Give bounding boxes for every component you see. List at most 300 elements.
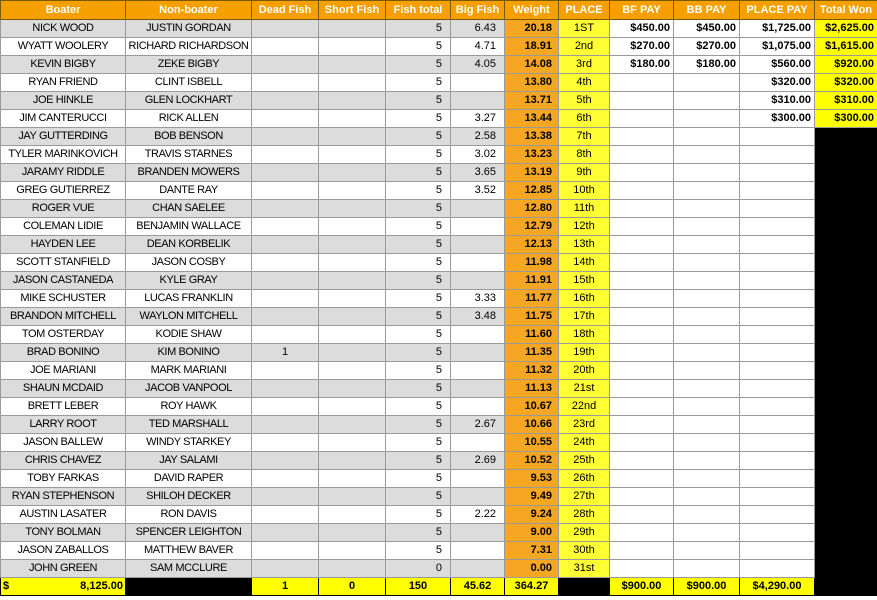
nonboater-cell: ROY HAWK xyxy=(126,398,252,416)
weight-cell: 14.08 xyxy=(505,56,559,74)
total-fish: 150 xyxy=(386,578,451,596)
fish-total-cell: 5 xyxy=(386,452,451,470)
big-fish-cell xyxy=(451,200,505,218)
place-cell: 6th xyxy=(559,110,610,128)
bf-pay-cell xyxy=(610,488,674,506)
short-fish-cell xyxy=(319,200,386,218)
total-won-cell xyxy=(815,452,877,470)
bf-pay-cell xyxy=(610,182,674,200)
bb-pay-cell: $270.00 xyxy=(674,38,740,56)
boater-cell: TOM OSTERDAY xyxy=(1,326,126,344)
boater-cell: GREG GUTIERREZ xyxy=(1,182,126,200)
place-cell: 5th xyxy=(559,92,610,110)
total-won-cell: $310.00 xyxy=(815,92,877,110)
dead-fish-cell xyxy=(252,506,319,524)
weight-cell: 10.52 xyxy=(505,452,559,470)
total-won-cell xyxy=(815,398,877,416)
total-place-pay: $4,290.00 xyxy=(740,578,815,596)
dead-fish-cell xyxy=(252,164,319,182)
bb-pay-cell xyxy=(674,218,740,236)
fish-total-cell: 5 xyxy=(386,362,451,380)
big-fish-cell xyxy=(451,434,505,452)
total-won-cell xyxy=(815,146,877,164)
total-short-fish: 0 xyxy=(319,578,386,596)
bf-pay-cell xyxy=(610,254,674,272)
nonboater-cell: BENJAMIN WALLACE xyxy=(126,218,252,236)
nonboater-cell: RICK ALLEN xyxy=(126,110,252,128)
place-cell: 26th xyxy=(559,470,610,488)
big-fish-cell xyxy=(451,524,505,542)
dead-fish-cell xyxy=(252,290,319,308)
short-fish-cell xyxy=(319,38,386,56)
bb-pay-cell: $450.00 xyxy=(674,20,740,38)
header-short-fish: Short Fish xyxy=(319,1,386,20)
fish-total-cell: 5 xyxy=(386,488,451,506)
place-cell: 12th xyxy=(559,218,610,236)
fish-total-cell: 5 xyxy=(386,164,451,182)
fish-total-cell: 5 xyxy=(386,290,451,308)
boater-cell: SHAUN MCDAID xyxy=(1,380,126,398)
bf-pay-cell xyxy=(610,470,674,488)
total-won-cell: $920.00 xyxy=(815,56,877,74)
table-row xyxy=(1,362,877,380)
nonboater-cell: WAYLON MITCHELL xyxy=(126,308,252,326)
table-row xyxy=(1,20,877,38)
weight-cell: 10.66 xyxy=(505,416,559,434)
weight-cell: 0.00 xyxy=(505,560,559,578)
short-fish-cell xyxy=(319,308,386,326)
table-row xyxy=(1,398,877,416)
big-fish-cell xyxy=(451,326,505,344)
weight-cell: 10.55 xyxy=(505,434,559,452)
nonboater-cell: CHAN SAELEE xyxy=(126,200,252,218)
bf-pay-cell xyxy=(610,200,674,218)
bb-pay-cell xyxy=(674,524,740,542)
short-fish-cell xyxy=(319,434,386,452)
bb-pay-cell xyxy=(674,74,740,92)
dead-fish-cell xyxy=(252,146,319,164)
fish-total-cell: 0 xyxy=(386,560,451,578)
big-fish-cell xyxy=(451,236,505,254)
boater-cell: JARAMY RIDDLE xyxy=(1,164,126,182)
weight-cell: 7.31 xyxy=(505,542,559,560)
dead-fish-cell xyxy=(252,74,319,92)
dead-fish-cell xyxy=(252,398,319,416)
place-pay-cell: $1,075.00 xyxy=(740,38,815,56)
bb-pay-cell xyxy=(674,290,740,308)
big-fish-cell: 4.05 xyxy=(451,56,505,74)
fish-total-cell: 5 xyxy=(386,470,451,488)
bb-pay-cell xyxy=(674,506,740,524)
bb-pay-cell xyxy=(674,164,740,182)
fish-total-cell: 5 xyxy=(386,20,451,38)
total-won-cell xyxy=(815,524,877,542)
boater-cell: AUSTIN LASATER xyxy=(1,506,126,524)
boater-cell: ROGER VUE xyxy=(1,200,126,218)
dead-fish-cell xyxy=(252,524,319,542)
place-cell: 20th xyxy=(559,362,610,380)
nonboater-cell: TRAVIS STARNES xyxy=(126,146,252,164)
bf-pay-cell xyxy=(610,542,674,560)
bb-pay-cell xyxy=(674,308,740,326)
bf-pay-cell xyxy=(610,218,674,236)
short-fish-cell xyxy=(319,218,386,236)
fish-total-cell: 5 xyxy=(386,524,451,542)
place-cell: 30th xyxy=(559,542,610,560)
place-pay-cell xyxy=(740,434,815,452)
short-fish-cell xyxy=(319,74,386,92)
nonboater-cell: GLEN LOCKHART xyxy=(126,92,252,110)
nonboater-cell: JUSTIN GORDAN xyxy=(126,20,252,38)
total-weight: 364.27 xyxy=(505,578,559,596)
bb-pay-cell xyxy=(674,110,740,128)
boater-cell: LARRY ROOT xyxy=(1,416,126,434)
nonboater-cell: DANTE RAY xyxy=(126,182,252,200)
nonboater-cell: RON DAVIS xyxy=(126,506,252,524)
table-row xyxy=(1,488,877,506)
nonboater-cell: BRANDEN MOWERS xyxy=(126,164,252,182)
bb-pay-cell xyxy=(674,362,740,380)
place-pay-cell: $1,725.00 xyxy=(740,20,815,38)
bf-pay-cell xyxy=(610,398,674,416)
table-row xyxy=(1,542,877,560)
weight-cell: 9.24 xyxy=(505,506,559,524)
short-fish-cell xyxy=(319,452,386,470)
total-won-cell xyxy=(815,488,877,506)
table-row xyxy=(1,254,877,272)
big-fish-cell: 6.43 xyxy=(451,20,505,38)
total-won-cell xyxy=(815,470,877,488)
fish-total-cell: 5 xyxy=(386,182,451,200)
big-fish-cell: 2.67 xyxy=(451,416,505,434)
weight-cell: 13.44 xyxy=(505,110,559,128)
weight-cell: 11.77 xyxy=(505,290,559,308)
place-pay-cell xyxy=(740,380,815,398)
short-fish-cell xyxy=(319,524,386,542)
big-fish-cell: 4.71 xyxy=(451,38,505,56)
total-won-cell xyxy=(815,218,877,236)
short-fish-cell xyxy=(319,542,386,560)
dead-fish-cell xyxy=(252,326,319,344)
table-row xyxy=(1,236,877,254)
dead-fish-cell xyxy=(252,200,319,218)
weight-cell: 10.67 xyxy=(505,398,559,416)
bb-pay-cell: $180.00 xyxy=(674,56,740,74)
short-fish-cell xyxy=(319,326,386,344)
header-big-fish: Big Fish xyxy=(451,1,505,20)
header-bb-pay: BB PAY xyxy=(674,1,740,20)
table-row xyxy=(1,506,877,524)
place-pay-cell xyxy=(740,218,815,236)
dead-fish-cell xyxy=(252,128,319,146)
bb-pay-cell xyxy=(674,470,740,488)
total-won-cell xyxy=(815,380,877,398)
dead-fish-cell xyxy=(252,56,319,74)
header-dead-fish: Dead Fish xyxy=(252,1,319,20)
dead-fish-cell xyxy=(252,470,319,488)
boater-cell: JOE HINKLE xyxy=(1,92,126,110)
bf-pay-cell: $450.00 xyxy=(610,20,674,38)
weight-cell: 20.18 xyxy=(505,20,559,38)
currency-symbol: $ xyxy=(3,580,10,592)
big-fish-cell: 2.69 xyxy=(451,452,505,470)
nonboater-cell: MATTHEW BAVER xyxy=(126,542,252,560)
table-row xyxy=(1,560,877,578)
dead-fish-cell xyxy=(252,236,319,254)
place-cell: 4th xyxy=(559,74,610,92)
bb-pay-cell xyxy=(674,182,740,200)
boater-cell: COLEMAN LIDIE xyxy=(1,218,126,236)
totals-blank xyxy=(126,578,252,596)
weight-cell: 13.80 xyxy=(505,74,559,92)
bb-pay-cell xyxy=(674,380,740,398)
place-pay-cell xyxy=(740,164,815,182)
total-won-cell xyxy=(815,506,877,524)
table-row xyxy=(1,74,877,92)
place-pay-cell xyxy=(740,254,815,272)
bb-pay-cell xyxy=(674,434,740,452)
weight-cell: 11.91 xyxy=(505,272,559,290)
place-cell: 2nd xyxy=(559,38,610,56)
place-cell: 9th xyxy=(559,164,610,182)
total-won-cell xyxy=(815,182,877,200)
boater-cell: JASON ZABALLOS xyxy=(1,542,126,560)
fish-total-cell: 5 xyxy=(386,218,451,236)
bb-pay-cell xyxy=(674,236,740,254)
fish-total-cell: 5 xyxy=(386,128,451,146)
place-cell: 22nd xyxy=(559,398,610,416)
nonboater-cell: RICHARD RICHARDSON xyxy=(126,38,252,56)
place-pay-cell xyxy=(740,488,815,506)
short-fish-cell xyxy=(319,344,386,362)
total-bf-pay: $900.00 xyxy=(610,578,674,596)
short-fish-cell xyxy=(319,182,386,200)
boater-cell: JAY GUTTERDING xyxy=(1,128,126,146)
nonboater-cell: JAY SALAMI xyxy=(126,452,252,470)
bf-pay-cell xyxy=(610,164,674,182)
bb-pay-cell xyxy=(674,254,740,272)
bb-pay-cell xyxy=(674,344,740,362)
header-non-boater: Non-boater xyxy=(126,1,252,20)
place-pay-cell xyxy=(740,452,815,470)
bf-pay-cell xyxy=(610,380,674,398)
total-bb-pay: $900.00 xyxy=(674,578,740,596)
place-cell: 19th xyxy=(559,344,610,362)
short-fish-cell xyxy=(319,398,386,416)
short-fish-cell xyxy=(319,560,386,578)
bf-pay-cell xyxy=(610,362,674,380)
place-pay-cell xyxy=(740,398,815,416)
boater-cell: RYAN FRIEND xyxy=(1,74,126,92)
boater-cell: TYLER MARINKOVICH xyxy=(1,146,126,164)
dead-fish-cell xyxy=(252,560,319,578)
table-row xyxy=(1,452,877,470)
table-row xyxy=(1,56,877,74)
bb-pay-cell xyxy=(674,416,740,434)
table-row xyxy=(1,380,877,398)
place-pay-cell xyxy=(740,506,815,524)
table-row xyxy=(1,344,877,362)
boater-cell: TOBY FARKAS xyxy=(1,470,126,488)
place-cell: 21st xyxy=(559,380,610,398)
header-row xyxy=(1,1,877,20)
place-pay-cell xyxy=(740,128,815,146)
nonboater-cell: KODIE SHAW xyxy=(126,326,252,344)
bf-pay-cell xyxy=(610,308,674,326)
table-row xyxy=(1,524,877,542)
total-won-cell: $2,625.00 xyxy=(815,20,877,38)
header-weight: Weight xyxy=(505,1,559,20)
dead-fish-cell xyxy=(252,254,319,272)
fish-total-cell: 5 xyxy=(386,38,451,56)
fish-total-cell: 5 xyxy=(386,254,451,272)
weight-cell: 11.32 xyxy=(505,362,559,380)
total-pot: 8,125.00 xyxy=(80,580,123,592)
header-bf-pay: BF PAY xyxy=(610,1,674,20)
fish-total-cell: 5 xyxy=(386,200,451,218)
table-row xyxy=(1,272,877,290)
short-fish-cell xyxy=(319,470,386,488)
bf-pay-cell xyxy=(610,560,674,578)
table-row xyxy=(1,92,877,110)
place-cell: 1ST xyxy=(559,20,610,38)
total-won-cell: $1,615.00 xyxy=(815,38,877,56)
fish-total-cell: 5 xyxy=(386,236,451,254)
short-fish-cell xyxy=(319,146,386,164)
weight-cell: 12.85 xyxy=(505,182,559,200)
bb-pay-cell xyxy=(674,200,740,218)
place-pay-cell xyxy=(740,308,815,326)
big-fish-cell xyxy=(451,398,505,416)
bf-pay-cell xyxy=(610,290,674,308)
short-fish-cell xyxy=(319,110,386,128)
nonboater-cell: BOB BENSON xyxy=(126,128,252,146)
bf-pay-cell xyxy=(610,344,674,362)
nonboater-cell: KYLE GRAY xyxy=(126,272,252,290)
place-pay-cell xyxy=(740,182,815,200)
place-cell: 15th xyxy=(559,272,610,290)
totals-blank xyxy=(559,578,610,596)
total-won-cell xyxy=(815,236,877,254)
boater-cell: JIM CANTERUCCI xyxy=(1,110,126,128)
header-place-pay: PLACE PAY xyxy=(740,1,815,20)
place-pay-cell: $300.00 xyxy=(740,110,815,128)
boater-cell: JOHN GREEN xyxy=(1,560,126,578)
boater-cell: CHRIS CHAVEZ xyxy=(1,452,126,470)
weight-cell: 11.75 xyxy=(505,308,559,326)
fish-total-cell: 5 xyxy=(386,308,451,326)
place-cell: 18th xyxy=(559,326,610,344)
header-fish-total: Fish total xyxy=(386,1,451,20)
place-pay-cell xyxy=(740,236,815,254)
dead-fish-cell xyxy=(252,542,319,560)
big-fish-cell: 3.52 xyxy=(451,182,505,200)
boater-cell: JOE MARIANI xyxy=(1,362,126,380)
boater-cell: HAYDEN LEE xyxy=(1,236,126,254)
big-fish-cell xyxy=(451,470,505,488)
place-cell: 27th xyxy=(559,488,610,506)
weight-cell: 12.79 xyxy=(505,218,559,236)
place-cell: 24th xyxy=(559,434,610,452)
boater-cell: BRANDON MITCHELL xyxy=(1,308,126,326)
nonboater-cell: DEAN KORBELIK xyxy=(126,236,252,254)
big-fish-cell xyxy=(451,218,505,236)
bf-pay-cell xyxy=(610,416,674,434)
bb-pay-cell xyxy=(674,92,740,110)
place-cell: 11th xyxy=(559,200,610,218)
fish-total-cell: 5 xyxy=(386,434,451,452)
place-pay-cell xyxy=(740,200,815,218)
nonboater-cell: TED MARSHALL xyxy=(126,416,252,434)
bb-pay-cell xyxy=(674,452,740,470)
bf-pay-cell xyxy=(610,452,674,470)
big-fish-cell: 3.65 xyxy=(451,164,505,182)
place-pay-cell xyxy=(740,416,815,434)
boater-cell: BRETT LEBER xyxy=(1,398,126,416)
fish-total-cell: 5 xyxy=(386,344,451,362)
bf-pay-cell xyxy=(610,236,674,254)
boater-cell: NICK WOOD xyxy=(1,20,126,38)
place-cell: 17th xyxy=(559,308,610,326)
big-fish-cell xyxy=(451,344,505,362)
bb-pay-cell xyxy=(674,272,740,290)
boater-cell: MIKE SCHUSTER xyxy=(1,290,126,308)
fish-total-cell: 5 xyxy=(386,56,451,74)
place-cell: 8th xyxy=(559,146,610,164)
short-fish-cell xyxy=(319,416,386,434)
weight-cell: 12.13 xyxy=(505,236,559,254)
table-row xyxy=(1,38,877,56)
place-pay-cell xyxy=(740,326,815,344)
short-fish-cell xyxy=(319,506,386,524)
table-row xyxy=(1,434,877,452)
place-cell: 10th xyxy=(559,182,610,200)
place-cell: 23rd xyxy=(559,416,610,434)
total-won-cell xyxy=(815,308,877,326)
short-fish-cell xyxy=(319,380,386,398)
fish-total-cell: 5 xyxy=(386,380,451,398)
totals-row xyxy=(1,578,877,596)
place-pay-cell xyxy=(740,344,815,362)
bb-pay-cell xyxy=(674,146,740,164)
nonboater-cell: JASON COSBY xyxy=(126,254,252,272)
big-fish-cell: 3.27 xyxy=(451,110,505,128)
place-pay-cell xyxy=(740,470,815,488)
fish-total-cell: 5 xyxy=(386,92,451,110)
big-fish-cell xyxy=(451,380,505,398)
dead-fish-cell xyxy=(252,182,319,200)
big-fish-cell xyxy=(451,74,505,92)
total-won-cell: $320.00 xyxy=(815,74,877,92)
bf-pay-cell: $180.00 xyxy=(610,56,674,74)
total-won-cell xyxy=(815,200,877,218)
short-fish-cell xyxy=(319,272,386,290)
dead-fish-cell xyxy=(252,20,319,38)
boater-cell: JASON CASTANEDA xyxy=(1,272,126,290)
big-fish-cell: 3.48 xyxy=(451,308,505,326)
header-total-won: Total Won xyxy=(815,1,877,20)
dead-fish-cell xyxy=(252,362,319,380)
big-fish-cell xyxy=(451,560,505,578)
table-row xyxy=(1,110,877,128)
bf-pay-cell xyxy=(610,326,674,344)
dead-fish-cell xyxy=(252,38,319,56)
total-won-cell: $300.00 xyxy=(815,110,877,128)
nonboater-cell: SAM MCCLURE xyxy=(126,560,252,578)
total-won-cell xyxy=(815,434,877,452)
weight-cell: 12.80 xyxy=(505,200,559,218)
total-won-cell xyxy=(815,128,877,146)
